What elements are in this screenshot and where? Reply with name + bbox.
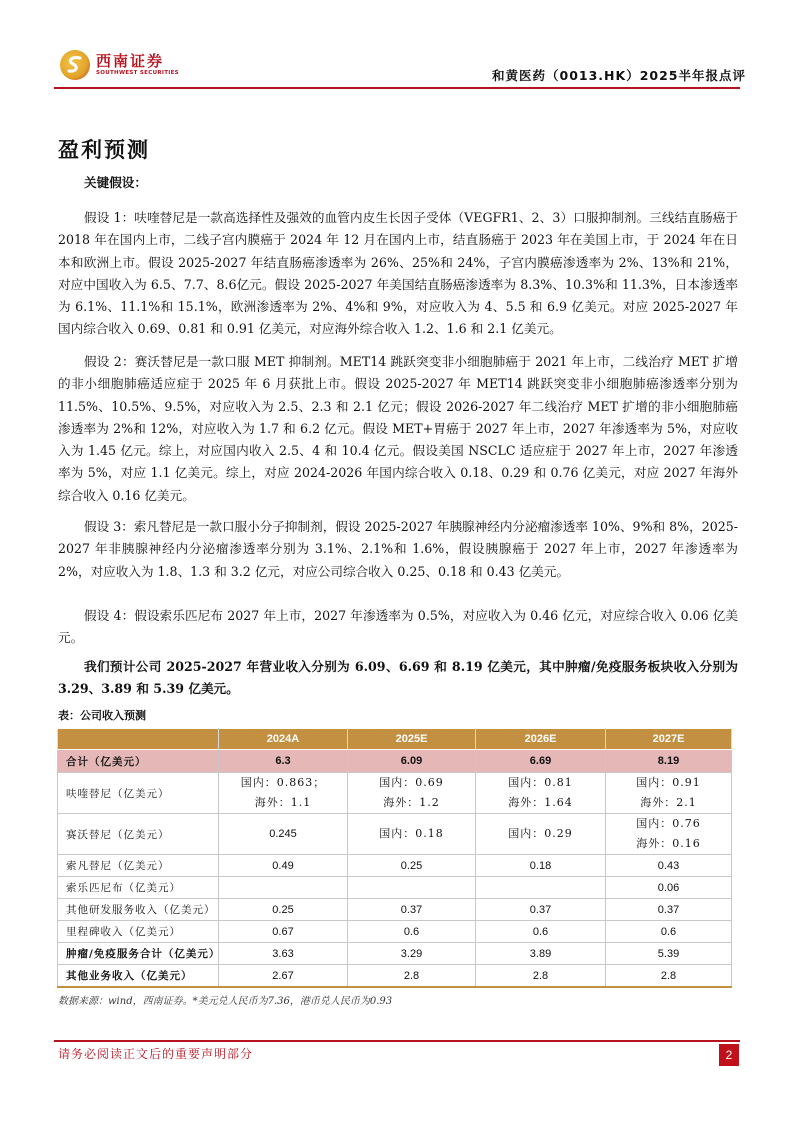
table-row [58, 855, 732, 877]
section-title: 盈利预测 [58, 137, 150, 162]
footer-divider [54, 1040, 740, 1042]
table-cell [348, 877, 476, 899]
header-cell-2027E: 2027E [606, 729, 732, 750]
key-assumptions-heading: 关键假设： [84, 175, 147, 190]
table-cell: 0.6 [348, 921, 476, 943]
cell-line: 国内：0.91 [636, 776, 701, 789]
table-cell: 0.25 [219, 899, 348, 921]
table-cell: 0.6 [606, 921, 732, 943]
table-cell: 0.37 [606, 899, 732, 921]
revenue-conclusion [58, 656, 738, 701]
table-cell: 0.37 [348, 899, 476, 921]
cell-line: 0.245 [269, 828, 297, 840]
table-cell: 2.8 [476, 965, 606, 988]
table-cell: 5.39 [606, 943, 732, 965]
row-label: 里程碑收入（亿美元） [58, 921, 219, 943]
table-cell [348, 814, 476, 855]
assumption-3 [58, 516, 738, 583]
row-label: 赛沃替尼（亿美元） [58, 814, 219, 855]
total-value: 6.69 [476, 750, 606, 773]
logo-text-cn: 西南证券 [96, 52, 165, 70]
header-cell-2026E: 2026E [476, 729, 606, 750]
table-cell [476, 814, 606, 855]
cell-line: 海外：1.1 [254, 796, 312, 809]
table-cell: 2.8 [606, 965, 732, 988]
assumption-4-text: 假设 4：假设索乐匹尼布 2027 年上市，2027 年渗透率为 0.5%，对应收入为 0.46 亿元，对应综合收入 0.06 亿美元。 [58, 608, 738, 646]
table-cell: 0.25 [348, 855, 476, 877]
row-label: 肿瘤/免疫服务合计（亿美元） [58, 943, 219, 965]
table-row [58, 899, 732, 921]
table-row [58, 877, 732, 899]
table-total-row [58, 750, 732, 773]
revenue-forecast-table [57, 728, 732, 988]
row-label: 索凡替尼（亿美元） [58, 855, 219, 877]
footer-disclaimer: 请务必阅读正文后的重要声明部分 [58, 1047, 254, 1061]
assumption-4 [58, 605, 738, 650]
header-cell-2025E: 2025E [348, 729, 476, 750]
table-header-row [58, 729, 732, 750]
table-caption: 表：公司收入预测 [58, 709, 146, 722]
table-cell: 2.67 [219, 965, 348, 988]
assumption-3-text: 假设 3：索凡替尼是一款口服小分子抑制剂，假设 2025-2027 年胰腺神经内分泌瘤渗透率 10%、9%和 8%，2025-2027 年非胰腺神经内分泌瘤渗透率分别为 3.1%、2.1%和 1.6%，假设胰腺癌于 2027 年上市，2027 年渗透率为 2%，对应收入为 1.8、1.3 和 3.2 亿元，对应公司综合收入 0.25、0.18 和 0.43 亿美元。 [58, 519, 739, 579]
header-cell-blank [58, 729, 219, 750]
company-logo [60, 46, 200, 86]
row-label: 呋喹替尼（亿美元） [58, 773, 219, 814]
cell-line: 海外：0.16 [636, 837, 701, 850]
table-cell: 0.18 [476, 855, 606, 877]
row-label: 其他业务收入（亿美元） [58, 965, 219, 988]
assumption-1-text: 假设 1：呋喹替尼是一款高选择性及强效的血管内皮生长因子受体（VEGFR1、2、3）口服抑制剂。三线结直肠癌于 2018 年在国内上市，二线子宫内膜癌于 2024 年 12 月在国内上市，结直肠癌于 2023 年在美国上市，于 2024 年在日本和欧洲上市。假设 2025-2027 年结直肠癌渗透率为 26%、25%和 24%，子宫内膜癌渗透率为 2%、13%和 21%，对应中国收入为 6.5、7.7、8.6亿元。假设 2025-2027 年美国结直肠癌渗透率为 8.3%、10.3%和 11.3%，日本渗透率为 6.1%、11.1%和 15.1%，欧洲渗透率为 2%、4%和 9%，对应收入为 4、5.5 和 6.9 亿美元。对应 2025-2027 年国内综合收入 0.69、0.81 和 0.91 亿美元，对应海外综合收入 1.2、1.6 和 2.1 亿美元。 [58, 210, 738, 337]
logo-swirl-icon [64, 55, 86, 75]
table-cell [606, 773, 732, 814]
cell-line: 海外：2.1 [640, 796, 697, 809]
table-cell: 2.8 [348, 965, 476, 988]
table-cell: 0.06 [606, 877, 732, 899]
cell-line: 国内：0.29 [508, 827, 573, 840]
table-cell [219, 814, 348, 855]
table-row [58, 773, 732, 814]
cell-line: 国内：0.863； [240, 776, 326, 789]
header-divider [54, 87, 740, 89]
total-value: 6.3 [219, 750, 348, 773]
table-cell: 3.89 [476, 943, 606, 965]
header-cell-2024A: 2024A [219, 729, 348, 750]
total-label: 合计（亿美元） [58, 750, 219, 773]
cell-line: 国内：0.81 [508, 776, 573, 789]
revenue-conclusion-text: 我们预计公司 2025-2027 年营业收入分别为 6.09、6.69 和 8.19 亿美元，其中肿瘤/免疫服务板块收入分别为 3.29、3.89 和 5.39 亿美元。 [58, 659, 738, 697]
table-cell [476, 773, 606, 814]
page-number: 2 [719, 1044, 739, 1066]
table-cell [476, 877, 606, 899]
logo-text-en: SOUTHWEST SECURITIES [96, 70, 179, 76]
cell-line: 海外：1.64 [508, 796, 573, 809]
assumption-2-text: 假设 2：赛沃替尼是一款口服 MET 抑制剂。MET14 跳跃突变非小细胞肺癌于 2021 年上市，二线治疗 MET 扩增的非小细胞肺癌适应症于 2025 年 6 月获批上市。假设 2025-2027 年 MET14 跳跃突变非小细胞肺癌渗透率分别为 11.5%、10.5%、9.5%，对应收入为 2.5、2.3 和 2.1 亿元；假设 2026-2027 年二线治疗 MET 扩增的非小细胞肺癌渗透率为 2%和 12%，对应收入为 1.7 和 6.2 亿元。假设 MET+胃癌于 2027 年上市，2027 年渗透率为 5%，对应收入为 1.45 亿元。综上，对应国内收入 2.5、4 和 10.4 亿元。假设美国 NSCLC 适应症于 2027 年上市，2027 年渗透率为 5%，对应 1.1 亿美元。综上，对应 2024-2026 年国内综合收入 0.18、0.29 和 0.76 亿美元，对应 2027 年海外综合收入 0.16 亿美元。 [58, 354, 738, 503]
table-cell: 0.43 [606, 855, 732, 877]
table-row [58, 965, 732, 988]
table-cell [219, 877, 348, 899]
table-cell: 0.67 [219, 921, 348, 943]
cell-line: 国内：0.18 [379, 827, 444, 840]
row-label: 其他研发服务收入（亿美元） [58, 899, 219, 921]
table-cell: 0.6 [476, 921, 606, 943]
cell-line: 国内：0.69 [379, 776, 444, 789]
table-cell: 0.49 [219, 855, 348, 877]
table-cell [348, 773, 476, 814]
cell-line: 国内：0.76 [636, 817, 701, 830]
table-cell [219, 773, 348, 814]
table-cell: 3.63 [219, 943, 348, 965]
table-row [58, 921, 732, 943]
total-value: 8.19 [606, 750, 732, 773]
key-assumptions-label [58, 172, 738, 194]
assumption-1 [58, 207, 738, 341]
table-source-note: 数据来源：wind，西南证券。*美元兑人民币为7.36，港币兑人民币为0.93 [58, 996, 393, 1007]
total-value: 6.09 [348, 750, 476, 773]
table-row [58, 943, 732, 965]
table-row [58, 814, 732, 855]
report-title: 和黄医药（0013.HK）2025半年报点评 [492, 68, 746, 83]
row-label: 索乐匹尼布（亿美元） [58, 877, 219, 899]
table-cell [606, 814, 732, 855]
assumption-2 [58, 351, 738, 507]
table-cell: 0.37 [476, 899, 606, 921]
table-cell: 3.29 [348, 943, 476, 965]
cell-line: 海外：1.2 [383, 796, 440, 809]
